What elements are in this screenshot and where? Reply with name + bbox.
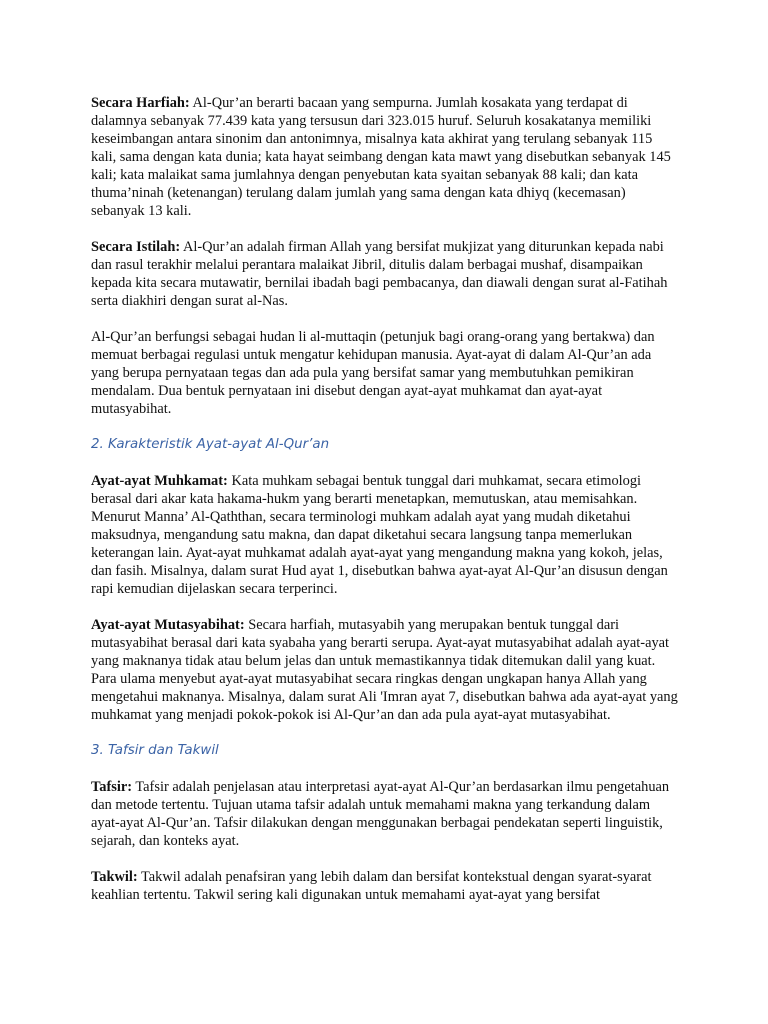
paragraph-label: Takwil: bbox=[91, 869, 138, 885]
paragraph-label: Ayat-ayat Mutasyabihat: bbox=[91, 617, 245, 633]
paragraph-label: Tafsir: bbox=[91, 779, 133, 795]
section-heading-karakteristik: 2. Karakteristik Ayat-ayat Al-Qur’an bbox=[91, 437, 330, 452]
paragraph-text: Secara harfiah, mutasyabih yang merupakan bentuk tunggal dari mutasyabihat berasal dari kata syabaha yang berarti serupa. Ayat-ayat mutasyabihat adalah ayat-ayat yang maknanya tidak atau belum jelas dan untuk memastikannya tidak ditemukan dalil yang kuat. Para ulama menyebut ayat-ayat mutasyabihat secara ringkas dengan ungkapan hanya Allah yang mengetahui maknanya. Misalnya, dalam surat Ali 'Imran ayat 7, disebutkan bahwa ada ayat-ayat yang muhkamat yang menjadi pokok-pokok isi Al-Qur’an dan ada pula ayat-ayat mutasyabihat. bbox=[91, 617, 678, 723]
paragraph-text: Al-Qur’an berarti bacaan yang sempurna. Jumlah kosakata yang terdapat di dalamnya sebanyak 77.439 kata yang tersusun dari 323.015 huruf. Seluruh kosakatanya memiliki keseimbangan antara sinonim dan antonimnya, misalnya kata akhirat yang terulang sebanyak 115 kali, sama dengan kata dunia; kata hayat seimbang dengan kata mawt yang disebutkan sebanyak 145 kali; kata malaikat sama jumlahnya dengan penyebutan kata syaitan sebanyak 88 kali; dan kata thuma’ninah (ketenangan) terulang dalam jumlah yang sama dengan kata dhiyq (kecemasan) sebanyak 13 kali. bbox=[91, 95, 671, 219]
paragraph-label: Secara Harfiah: bbox=[91, 95, 190, 111]
paragraph-text: Takwil adalah penafsiran yang lebih dalam dan bersifat kontekstual dengan syarat-syarat keahlian tertentu. Takwil sering kali digunakan untuk memahami ayat-ayat yang bersifat bbox=[91, 869, 652, 903]
paragraph-tafsir bbox=[91, 778, 681, 850]
paragraph-text: Al-Qur’an berfungsi sebagai hudan li al-muttaqin (petunjuk bagi orang-orang yang bertakwa) dan memuat berbagai regulasi untuk mengatur kehidupan manusia. Ayat-ayat di dalam Al-Qur’an ada yang berupa pernyataan tegas dan ada pula yang bersifat samar yang membutuhkan pemikiran mendalam. Dua bentuk pernyataan ini disebut dengan ayat-ayat muhkamat dan ayat-ayat mutasyabihat. bbox=[91, 329, 655, 417]
paragraph-label: Secara Istilah: bbox=[91, 239, 181, 255]
paragraph-text: Tafsir adalah penjelasan atau interpretasi ayat-ayat Al-Qur’an berdasarkan ilmu pengetahuan dan metode tertentu. Tujuan utama tafsir adalah untuk memahami makna yang terkandung dalam ayat-ayat Al-Qur’an. Tafsir dilakukan dengan menggunakan berbagai pendekatan seperti linguistik, sejarah, dan konteks ayat. bbox=[91, 779, 670, 849]
paragraph-ayat-mutasyabihat bbox=[91, 616, 681, 724]
paragraph-fungsi-alquran bbox=[91, 328, 681, 418]
paragraph-text: Kata muhkam sebagai bentuk tunggal dari muhkamat, secara etimologi berasal dari akar kata hakama-hukm yang berarti menetapkan, memutuskan, atau memisahkan. Menurut Manna’ Al-Qaththan, secara terminologi muhkam adalah ayat yang mudah diketahui maksudnya, mengandung satu makna, dan dapat diketahui secara langsung tanpa memerlukan keterangan lain. Ayat-ayat muhkamat adalah ayat-ayat yang mengandung makna yang kokoh, jelas, dan fasih. Misalnya, dalam surat Hud ayat 1, disebutkan bahwa ayat-ayat Al-Qur’an disusun dengan rapi kemudian dijelaskan secara terperinci. bbox=[91, 473, 668, 597]
section-heading-tafsir-takwil: 3. Tafsir dan Takwil bbox=[91, 743, 219, 758]
paragraph-text: Al-Qur’an adalah firman Allah yang bersifat mukjizat yang diturunkan kepada nabi dan rasul terakhir melalui perantara malaikat Jibril, ditulis dalam berbagai mushaf, disampaikan kepada kita secara mutawatir, bernilai ibadah bagi pembacanya, dan diawali dengan surat al-Fatihah serta diakhiri dengan surat al-Nas. bbox=[91, 239, 668, 309]
paragraph-takwil bbox=[91, 868, 681, 904]
paragraph-ayat-muhkamat bbox=[91, 472, 681, 598]
paragraph-secara-harfiah bbox=[91, 94, 681, 220]
document-page bbox=[91, 94, 681, 922]
paragraph-label: Ayat-ayat Muhkamat: bbox=[91, 473, 228, 489]
paragraph-secara-istilah bbox=[91, 238, 681, 310]
